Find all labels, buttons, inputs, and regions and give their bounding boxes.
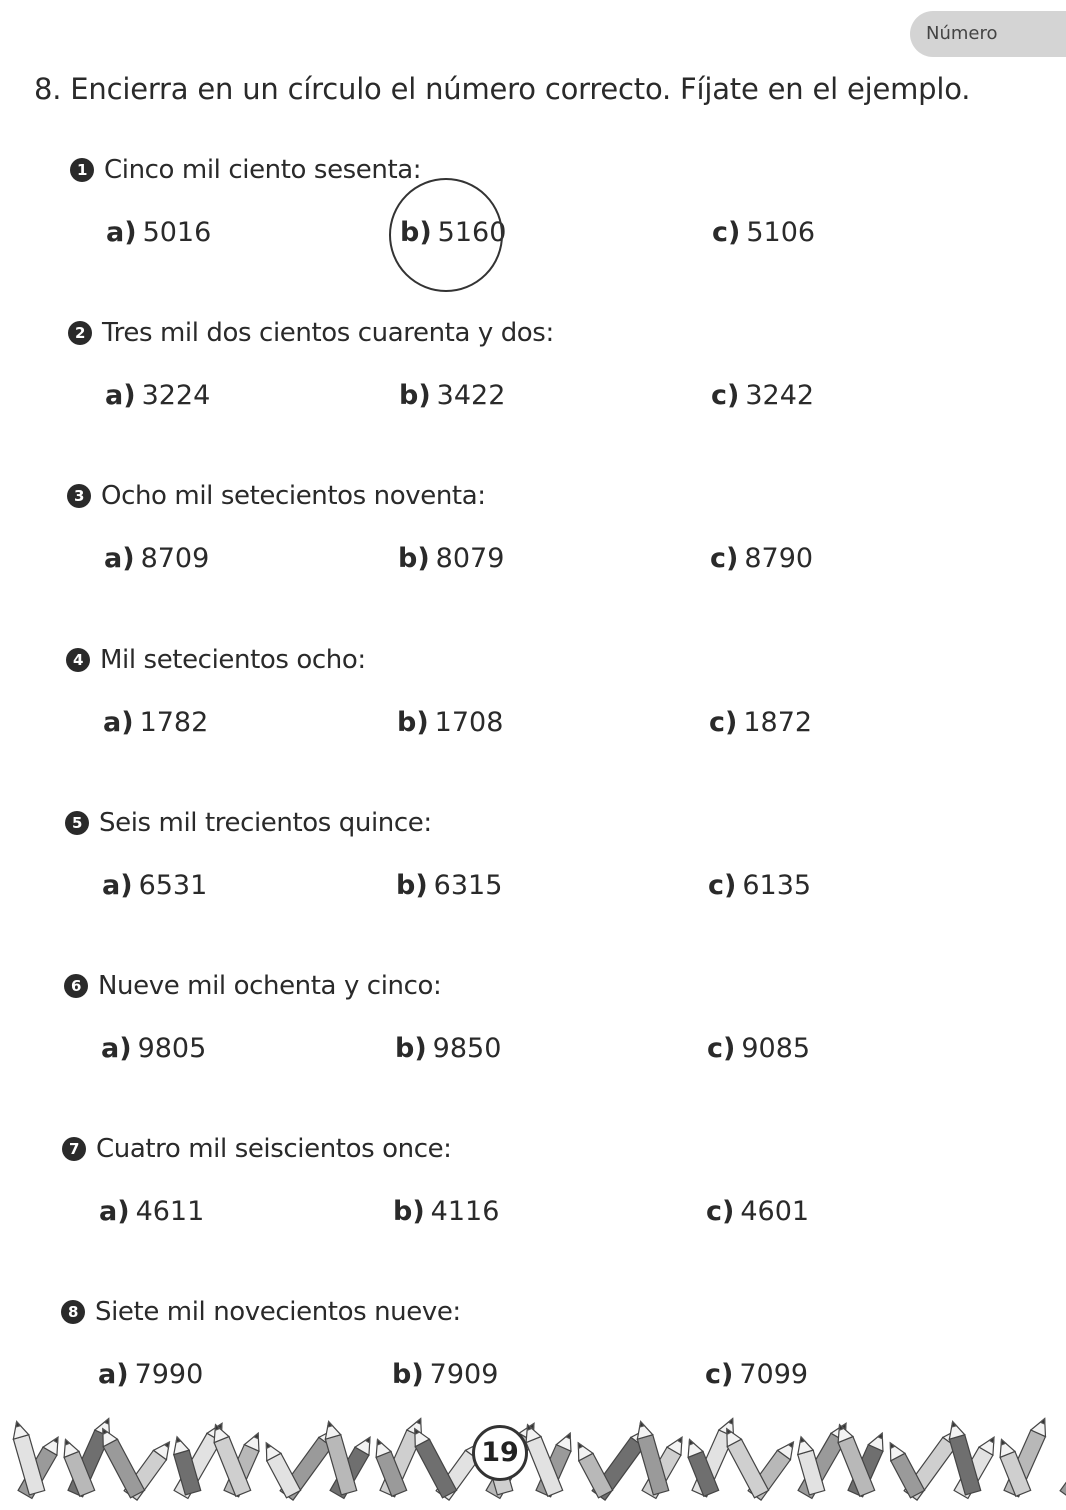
item-prompt-text: Cuatro mil seiscientos once: <box>96 1134 452 1164</box>
option-letter: b) <box>393 1196 425 1227</box>
option-letter: b) <box>397 707 429 738</box>
option-value: 7909 <box>429 1359 499 1390</box>
option-c[interactable] <box>710 543 813 574</box>
item-prompt-text: Ocho mil setecientos noventa: <box>101 481 486 511</box>
option-c[interactable] <box>706 1196 809 1227</box>
option-a[interactable] <box>101 1033 206 1064</box>
exercise-item-3 <box>0 481 1066 621</box>
option-a[interactable] <box>103 707 208 738</box>
item-prompt-text: Siete mil novecientos nueve: <box>95 1297 461 1327</box>
option-a[interactable] <box>98 1359 203 1390</box>
option-letter: c) <box>708 870 737 901</box>
option-value: 3422 <box>436 380 506 411</box>
option-a[interactable] <box>99 1196 204 1227</box>
item-number-badge: 6 <box>64 974 88 998</box>
option-value: 4611 <box>135 1196 205 1227</box>
option-value: 7099 <box>739 1359 809 1390</box>
option-b[interactable] <box>395 1033 501 1064</box>
option-c[interactable] <box>708 870 811 901</box>
option-letter: b) <box>398 543 430 574</box>
item-prompt-text: Seis mil trecientos quince: <box>99 808 432 838</box>
option-value: 1708 <box>434 707 504 738</box>
option-c[interactable] <box>712 217 815 248</box>
option-c[interactable] <box>705 1359 808 1390</box>
option-letter: a) <box>99 1196 130 1227</box>
option-letter: a) <box>102 870 133 901</box>
option-value: 9850 <box>432 1033 502 1064</box>
option-letter: c) <box>706 1196 735 1227</box>
option-value: 8709 <box>140 543 210 574</box>
item-prompt-text: Mil setecientos ocho: <box>100 645 366 675</box>
option-a[interactable] <box>105 380 210 411</box>
option-value: 1872 <box>743 707 813 738</box>
option-letter: c) <box>712 217 741 248</box>
option-b[interactable] <box>392 1359 498 1390</box>
item-prompt <box>68 318 554 348</box>
option-letter: b) <box>396 870 428 901</box>
exercise-item-1 <box>0 155 1066 295</box>
option-b[interactable] <box>397 707 503 738</box>
option-value: 3242 <box>745 380 815 411</box>
option-letter: a) <box>105 380 136 411</box>
option-c[interactable] <box>711 380 814 411</box>
pencil-border-illustration <box>0 1416 1066 1510</box>
option-letter: a) <box>98 1359 129 1390</box>
option-a[interactable] <box>102 870 207 901</box>
option-letter: b) <box>400 217 432 248</box>
example-answer-circle <box>389 178 503 292</box>
option-letter: a) <box>101 1033 132 1064</box>
page-number <box>472 1425 528 1481</box>
item-number-badge: 7 <box>62 1137 86 1161</box>
option-value: 4601 <box>740 1196 810 1227</box>
option-value: 3224 <box>141 380 211 411</box>
exercise-item-2 <box>0 318 1066 458</box>
option-letter: c) <box>711 380 740 411</box>
option-value: 8079 <box>435 543 505 574</box>
option-letter: c) <box>705 1359 734 1390</box>
option-letter: b) <box>399 380 431 411</box>
item-prompt <box>70 155 421 185</box>
item-prompt <box>65 808 432 838</box>
option-b[interactable] <box>393 1196 499 1227</box>
option-b[interactable] <box>396 870 502 901</box>
exercise-item-4 <box>0 645 1066 785</box>
option-letter: a) <box>103 707 134 738</box>
option-value: 8790 <box>744 543 814 574</box>
item-number-badge: 3 <box>67 484 91 508</box>
exercise-instruction: 8. Encierra en un círculo el número correcto. Fíjate en el ejemplo. <box>34 72 971 106</box>
option-letter: a) <box>106 217 137 248</box>
option-value: 6531 <box>138 870 208 901</box>
item-prompt <box>67 481 486 511</box>
option-value: 7990 <box>134 1359 204 1390</box>
option-c[interactable] <box>709 707 812 738</box>
option-value: 5160 <box>437 217 507 248</box>
exercise-item-5 <box>0 808 1066 948</box>
page-number-text: 19 <box>481 1437 519 1468</box>
option-letter: c) <box>710 543 739 574</box>
option-value: 9805 <box>137 1033 207 1064</box>
option-a[interactable] <box>104 543 209 574</box>
option-b[interactable] <box>399 380 505 411</box>
item-prompt-text: Cinco mil ciento sesenta: <box>104 155 422 185</box>
option-letter: c) <box>707 1033 736 1064</box>
option-a[interactable] <box>106 217 211 248</box>
item-number-badge: 8 <box>61 1300 85 1324</box>
item-prompt <box>66 645 366 675</box>
option-value: 1782 <box>139 707 209 738</box>
section-tab <box>910 11 1066 57</box>
option-value: 5106 <box>746 217 816 248</box>
item-prompt <box>62 1134 452 1164</box>
item-number-badge: 5 <box>65 811 89 835</box>
option-letter: a) <box>104 543 135 574</box>
item-number-badge: 2 <box>68 321 92 345</box>
section-tab-label: Número <box>926 23 998 44</box>
item-prompt <box>61 1297 461 1327</box>
item-prompt <box>64 971 441 1001</box>
option-letter: b) <box>392 1359 424 1390</box>
option-b[interactable] <box>398 543 504 574</box>
option-value: 6135 <box>742 870 812 901</box>
option-value: 9085 <box>741 1033 811 1064</box>
item-number-badge: 4 <box>66 648 90 672</box>
option-c[interactable] <box>707 1033 810 1064</box>
item-prompt-text: Tres mil dos cientos cuarenta y dos: <box>102 318 554 348</box>
item-prompt-text: Nueve mil ochenta y cinco: <box>98 971 442 1001</box>
option-letter: b) <box>395 1033 427 1064</box>
option-value: 6315 <box>433 870 503 901</box>
option-value: 4116 <box>430 1196 500 1227</box>
option-value: 5016 <box>142 217 212 248</box>
item-number-badge: 1 <box>70 158 94 182</box>
option-letter: c) <box>709 707 738 738</box>
exercise-item-7 <box>0 1134 1066 1274</box>
exercise-item-6 <box>0 971 1066 1111</box>
